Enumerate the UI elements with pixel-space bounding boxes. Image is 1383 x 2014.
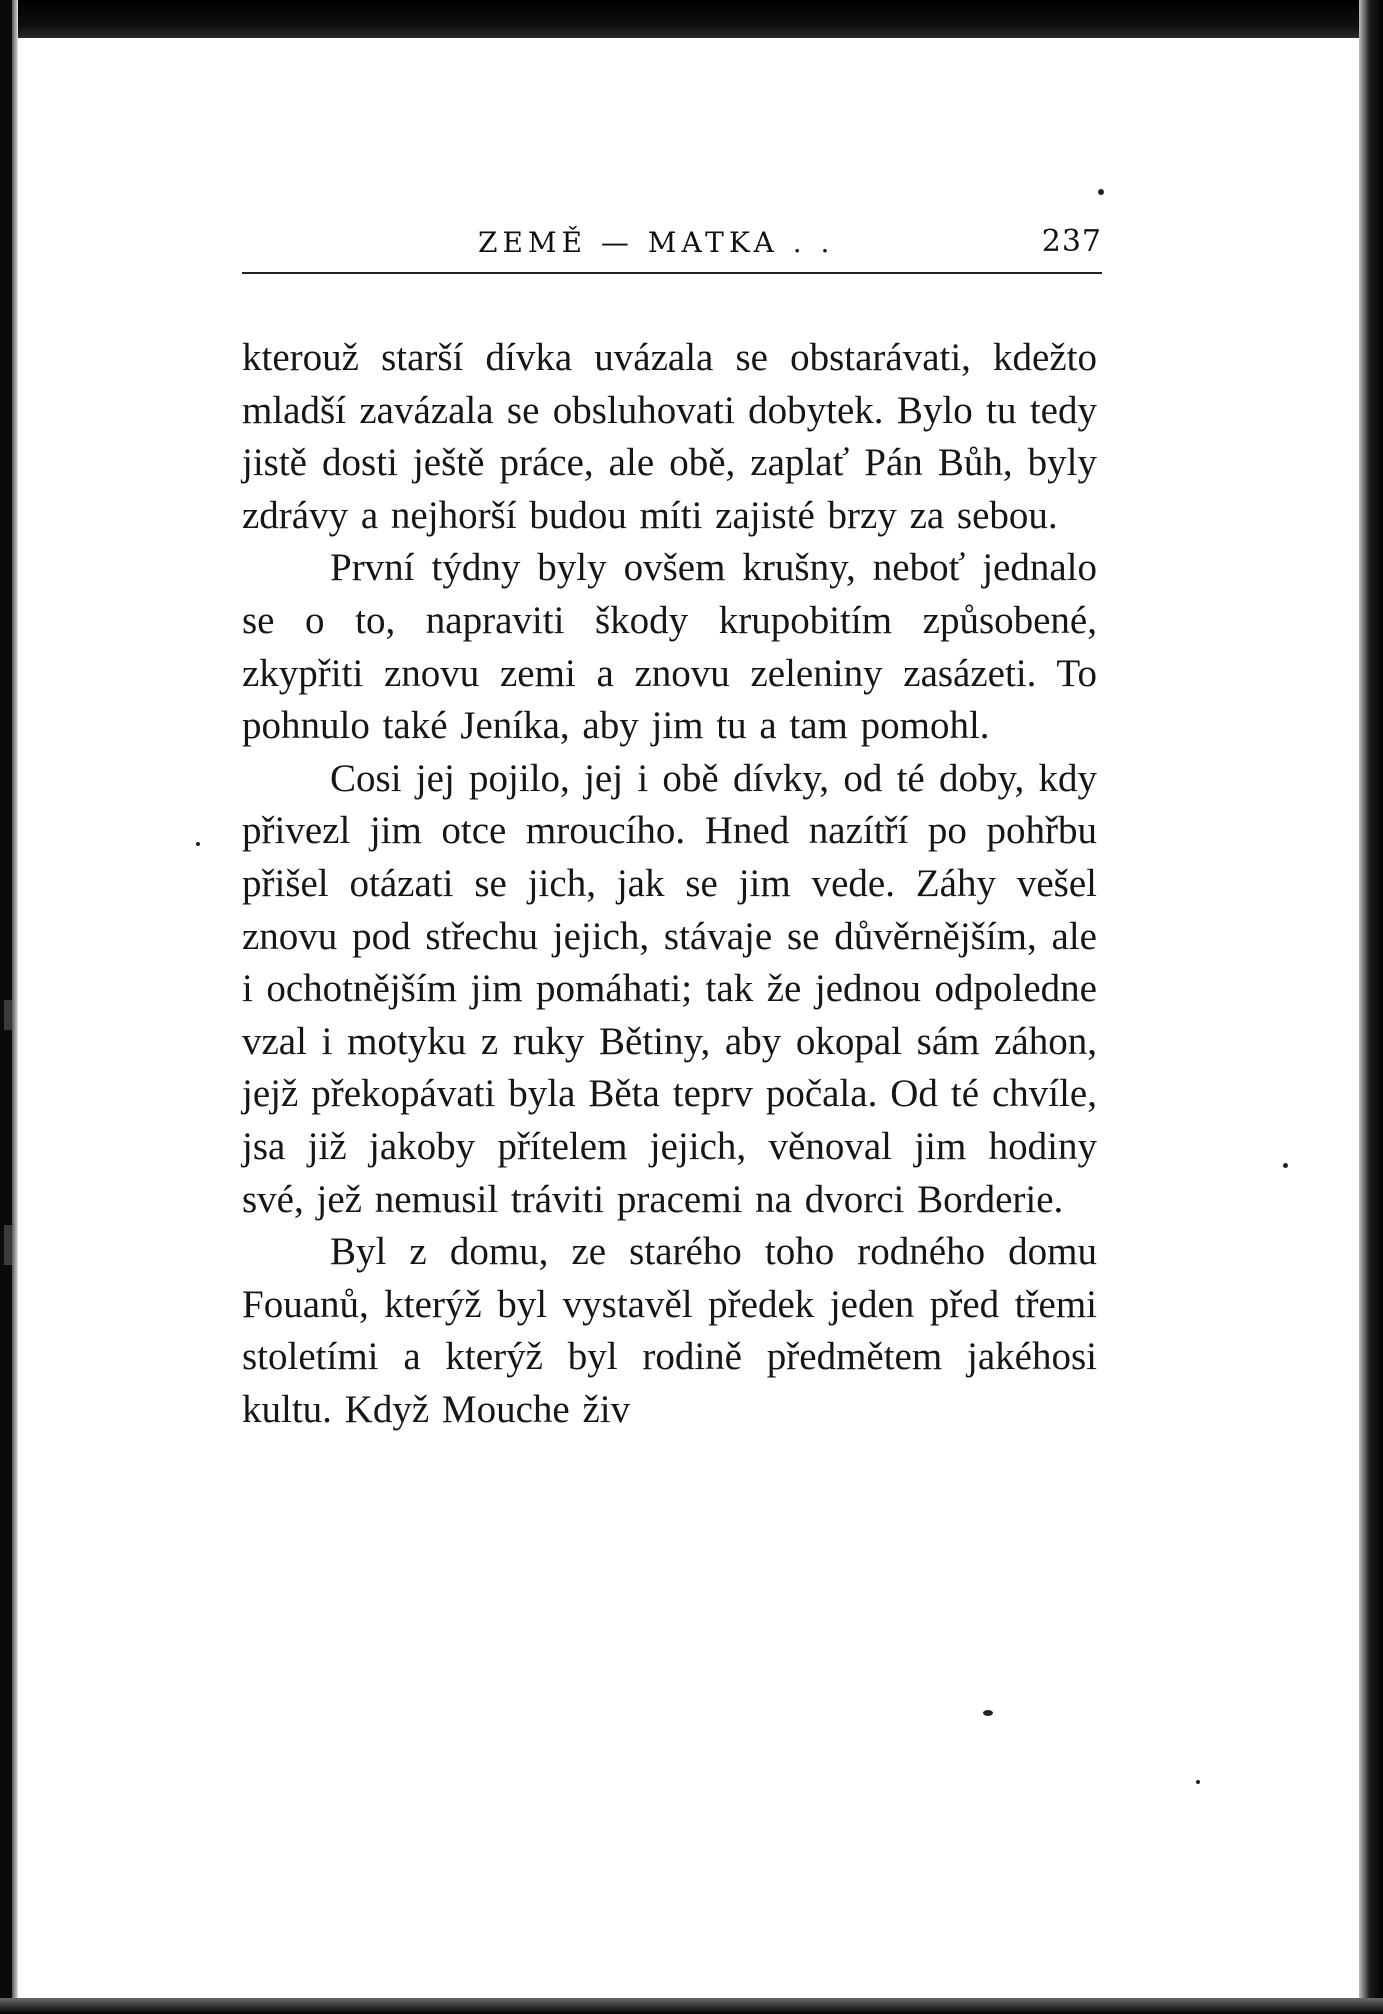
- paper-speck: [1098, 189, 1104, 195]
- spine-mark: [4, 1000, 12, 1030]
- paragraph: Cosi jej pojilo, jej i obě dívky, od té doby, kdy přivezl jim otce mroucího. Hned nazítří po pohřbu přišel otázati se jich, jak se jim vede. Záhy vešel znovu pod střechu jejich, stávaje se důvěrnějším, ale i ochotnějším jim pomáhati; tak že jednou odpoledne vzal i motyku z ruky Bětiny, aby okopal sám záhon, jejž překopávati byla Běta teprv počala. Od té chvíle, jsa již jakoby přítelem jejich, věnoval jim hodiny své, jež nemusil tráviti pracemi na dvorci Borderie.: [242, 756, 1097, 1221]
- paper-speck: [1196, 1780, 1200, 1784]
- paper-speck: [196, 842, 200, 846]
- scan-left-shadow: [12, 0, 18, 2014]
- scan-top-edge: [0, 0, 1383, 38]
- paper-speck: [983, 1710, 993, 1716]
- scan-bottom-edge: [0, 1998, 1383, 2014]
- running-title: ZEMĚ — MATKA . .: [478, 226, 835, 259]
- page-number: 237: [1041, 224, 1102, 259]
- paragraph: První týdny byly ovšem krušny, neboť jednalo se o to, napraviti škody krupobitím způsobené, zkypřiti znovu zemi a znovu zeleniny zasázeti. To pohnulo také Jeníka, aby jim tu a tam pomohl.: [242, 546, 1097, 748]
- paragraph: kterouž starší dívka uvázala se obstarávati, kdežto mladší zavázala se obsluhovati dobytek. Bylo tu tedy jistě dosti ještě práce, ale obě, zaplať Pán Bůh, byly zdrávy a nejhorší budou míti zajisté brzy za sebou.: [242, 336, 1097, 537]
- header-rule: [242, 272, 1102, 274]
- paragraph: Byl z domu, ze starého toho rodného domu Fouanů, kterýž byl vystavěl předek jeden před třemi stoletími a kterýž byl rodině předmětem jakéhosi kultu. Když Mouche živ: [242, 1230, 1097, 1431]
- spine-mark: [4, 1225, 12, 1265]
- body-text: [242, 332, 1097, 1436]
- page-header: [236, 222, 1102, 272]
- scan-right-edge: [1359, 0, 1383, 2014]
- paper-speck: [1283, 1163, 1288, 1168]
